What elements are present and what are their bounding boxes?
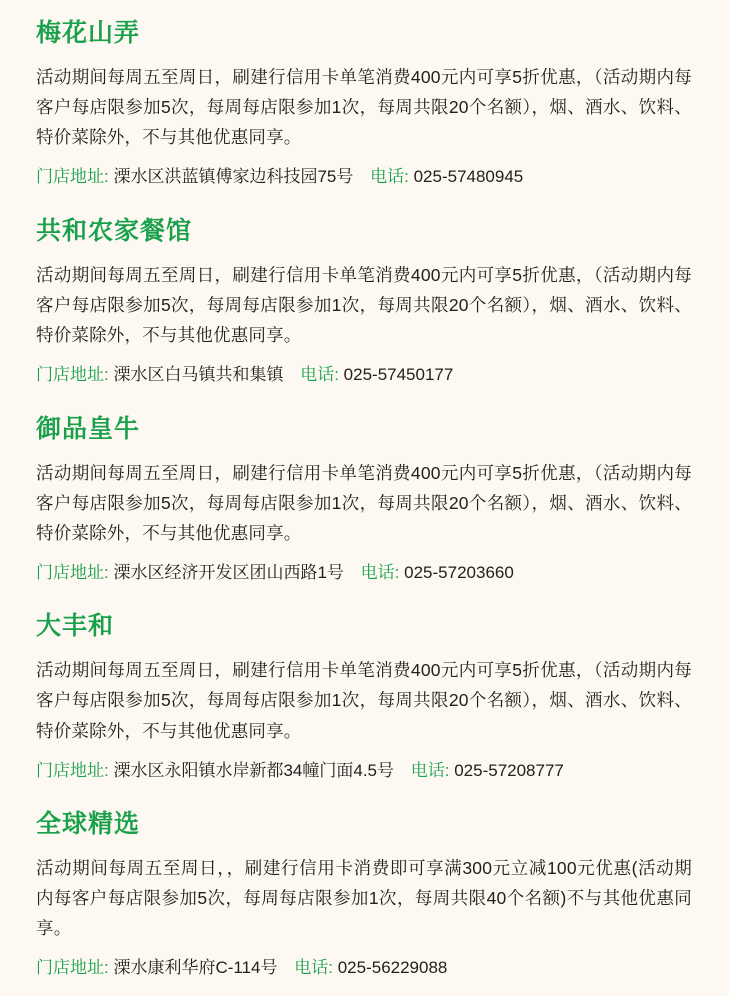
merchant-name: 全球精选 bbox=[36, 810, 141, 839]
merchant-offer-description: 活动期间每周五至周日，刷建行信用卡单笔消费400元内可享5折优惠，（活动期内每客户每店限参加5次，每周每店限参加1次，每周共限20个名额），烟、酒水、饮料、特价菜除外，不与其他优惠同享。 bbox=[36, 264, 692, 345]
merchant-entry bbox=[36, 18, 699, 190]
address-label: 门店地址: bbox=[36, 760, 109, 780]
merchant-offer-description: 活动期间每周五至周日，刷建行信用卡单笔消费400元内可享5折优惠，（活动期内每客户每店限参加5次，每周每店限参加1次，每周共限20个名额），烟、酒水、饮料、特价菜除外，不与其他优惠同享。 bbox=[36, 462, 692, 543]
merchant-offer-description: 活动期间每周五至周日，，刷建行信用卡消费即可享满300元立减100元优惠(活动期内每客户每店限参加5次，每周每店限参加1次，每周共限40个名额)不与其他优惠同享。 bbox=[36, 858, 692, 939]
merchant-contact-line bbox=[36, 758, 699, 784]
merchant-contact-line bbox=[36, 362, 699, 388]
merchant-name: 御品皇牛 bbox=[36, 414, 141, 443]
merchant-contact-line bbox=[36, 164, 699, 190]
phone-value: 025-57203660 bbox=[404, 562, 514, 582]
phone-label: 电话: bbox=[370, 167, 409, 187]
address-label: 门店地址: bbox=[36, 167, 109, 187]
phone-value: 025-57480945 bbox=[413, 167, 524, 187]
phone-label: 电话: bbox=[294, 958, 333, 978]
merchant-entry bbox=[36, 414, 699, 586]
merchant-offer-description: 活动期间每周五至周日，刷建行信用卡单笔消费400元内可享5折优惠，（活动期内每客户每店限参加5次，每周每店限参加1次，每周共限20个名额），烟、酒水、饮料、特价菜除外，不与其他优惠同享。 bbox=[36, 660, 692, 741]
merchant-contact-line bbox=[36, 955, 699, 981]
merchant-entry bbox=[36, 809, 699, 981]
address-label: 门店地址: bbox=[36, 562, 109, 582]
merchant-name: 共和农家餐馆 bbox=[36, 216, 193, 245]
address-value: 溧水区洪蓝镇傅家边科技园75号 bbox=[113, 167, 354, 187]
address-value: 溧水区白马镇共和集镇 bbox=[113, 365, 284, 385]
phone-value: 025-56229088 bbox=[337, 958, 448, 978]
merchant-offer-description: 活动期间每周五至周日，刷建行信用卡单笔消费400元内可享5折优惠，（活动期内每客户每店限参加5次，每周每店限参加1次，每周共限20个名额），烟、酒水、饮料、特价菜除外，不与其他优惠同享。 bbox=[36, 67, 692, 148]
address-value: 溧水区经济开发区团山西路1号 bbox=[113, 562, 344, 582]
phone-label: 电话: bbox=[360, 562, 400, 582]
phone-value: 025-57208777 bbox=[454, 760, 564, 780]
phone-label: 电话: bbox=[300, 365, 339, 385]
phone-value: 025-57450177 bbox=[343, 365, 454, 385]
merchant-entry bbox=[36, 216, 699, 388]
merchant-contact-line bbox=[36, 560, 699, 586]
merchant-name: 梅花山弄 bbox=[36, 19, 141, 47]
merchant-entry bbox=[36, 611, 699, 783]
phone-label: 电话: bbox=[410, 760, 450, 780]
address-value: 溧水康利华府C-114号 bbox=[113, 958, 278, 978]
merchant-name: 大丰和 bbox=[36, 612, 115, 641]
address-value: 溧水区永阳镇水岸新都34幢门面4.5号 bbox=[113, 760, 395, 780]
address-label: 门店地址: bbox=[36, 958, 109, 978]
address-label: 门店地址: bbox=[36, 365, 109, 385]
